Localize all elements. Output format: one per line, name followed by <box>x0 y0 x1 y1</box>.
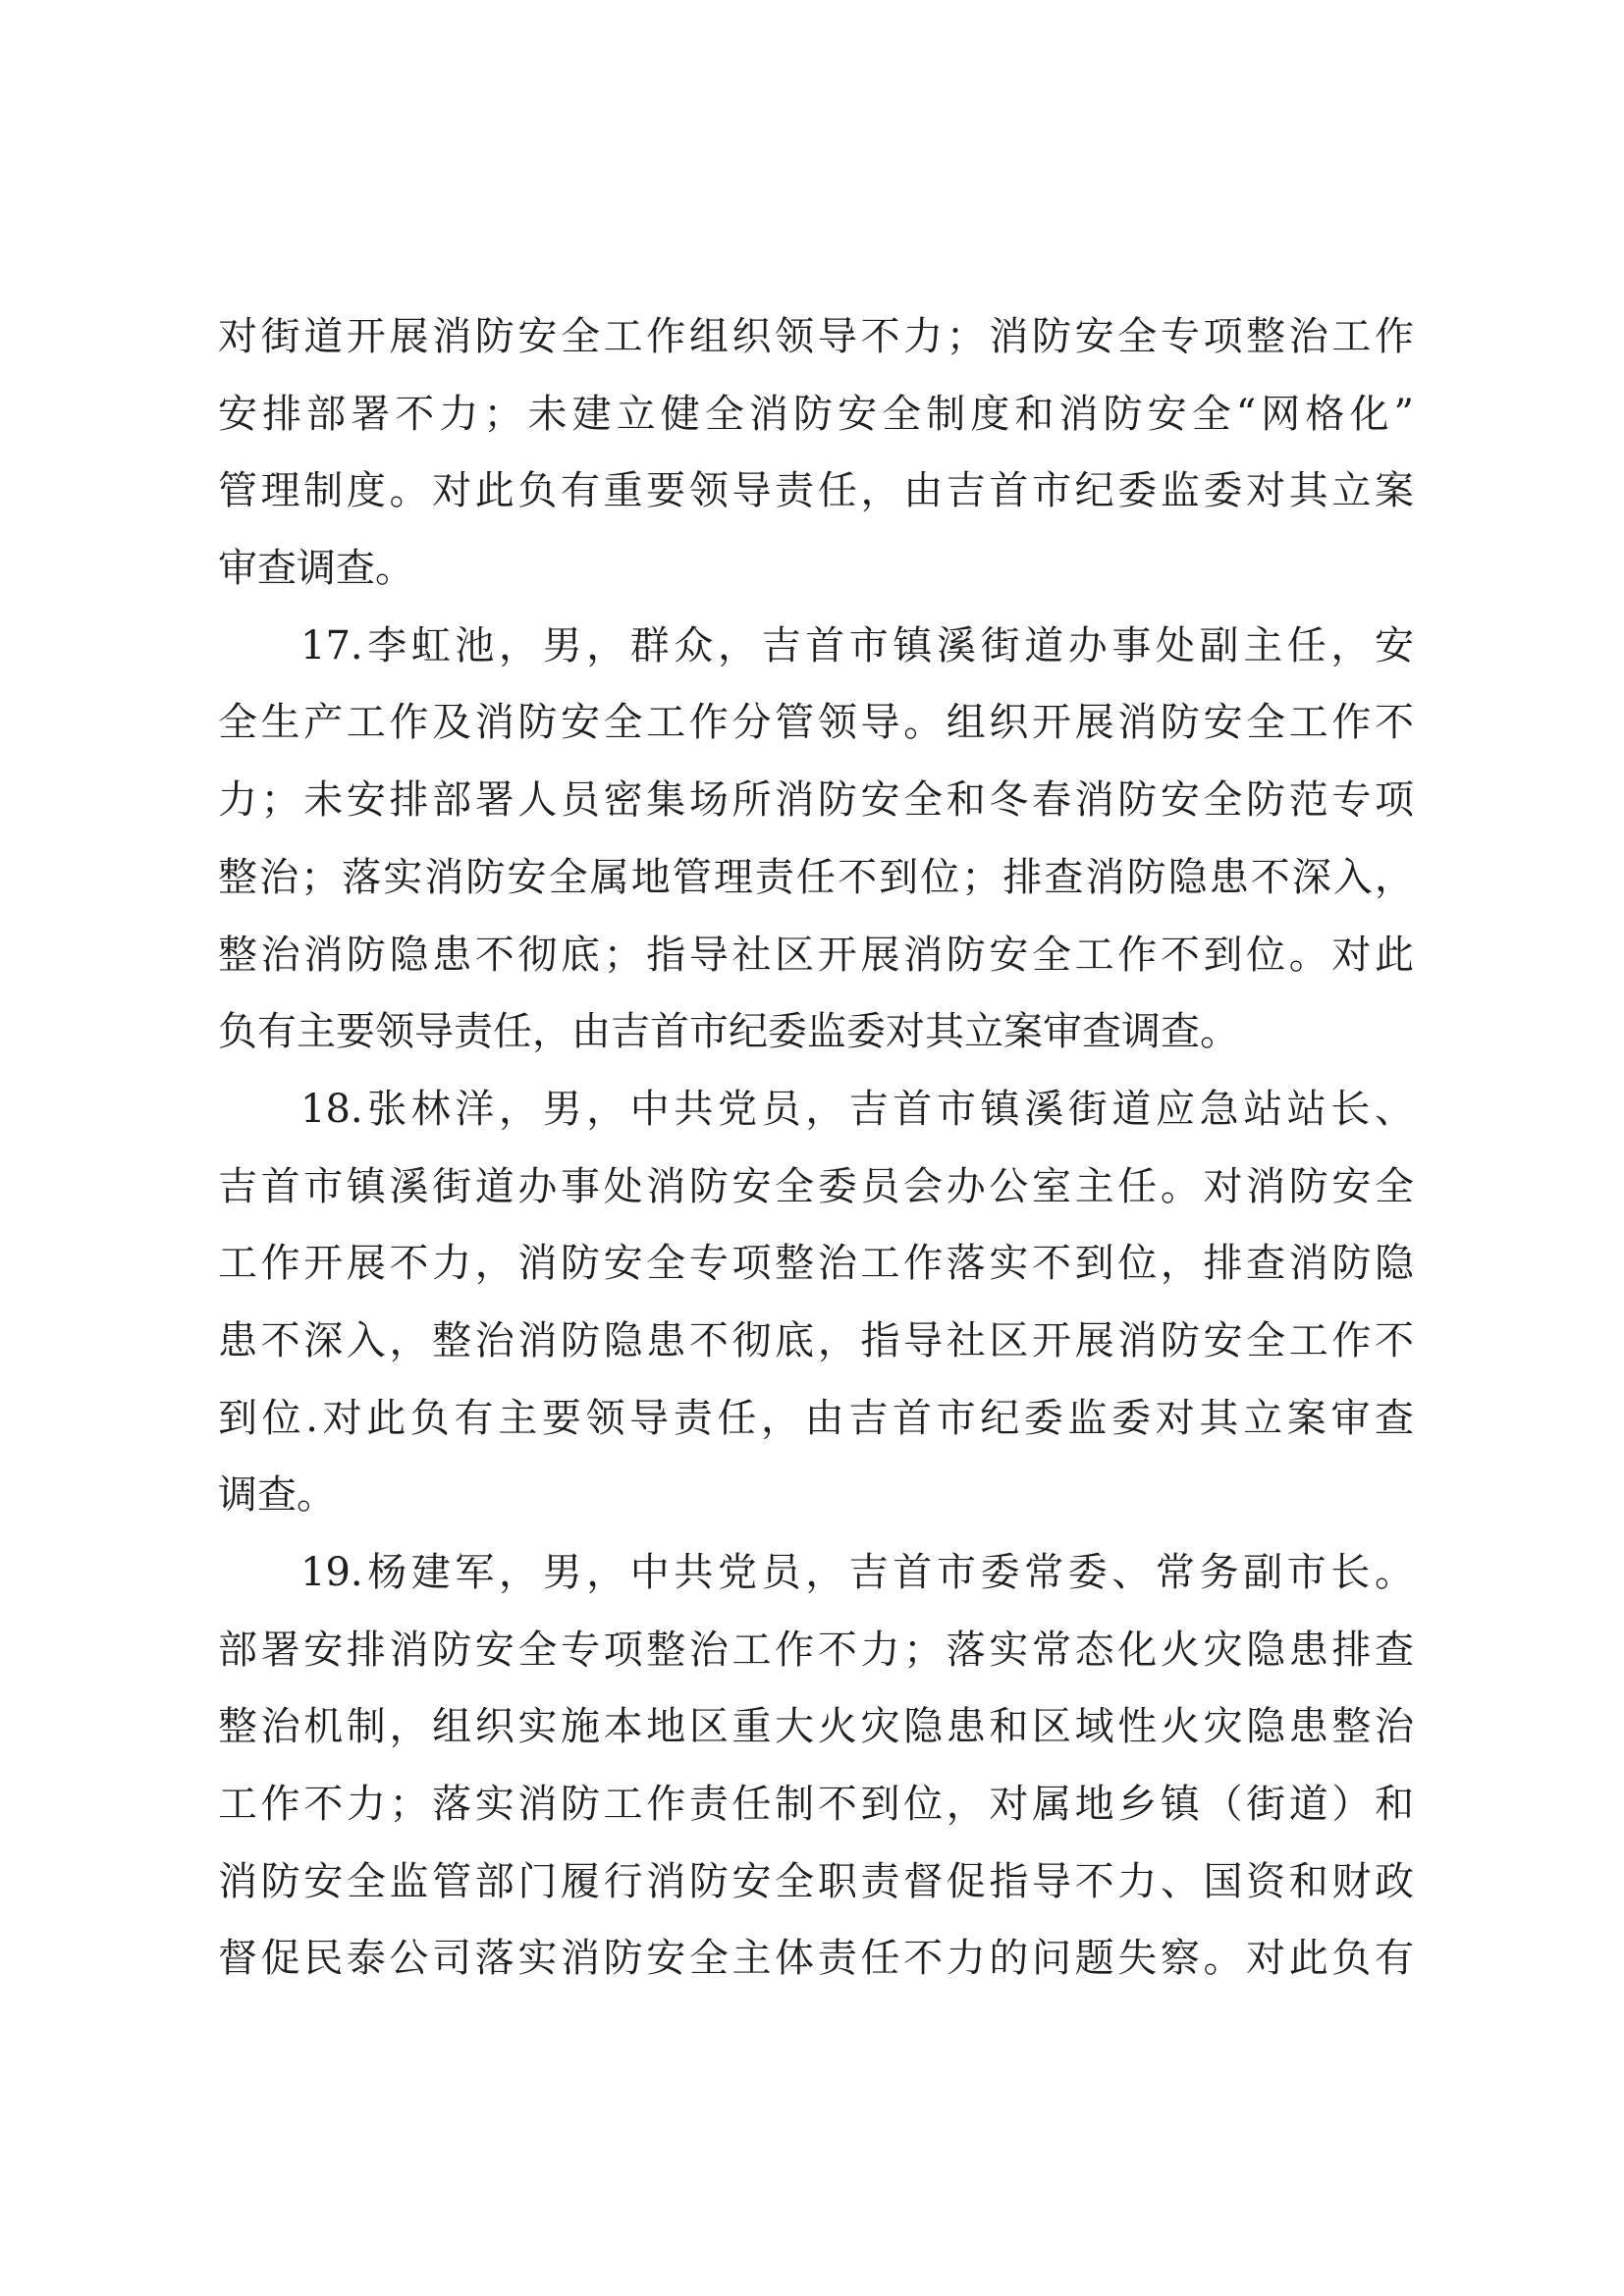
text-line: 消防安全监管部门履行消防安全职责督促指导不力、国资和财政 <box>218 1858 1414 1904</box>
text-line: 对街道开展消防安全工作组织领导不力；消防安全专项整治工作 <box>218 314 1414 359</box>
text-line: 力；未安排部署人员密集场所消防安全和冬春消防安全防范专项 <box>218 777 1414 824</box>
text-line: 到位.对此负有主要领导责任，由吉首市纪委监委对其立案审查 <box>218 1395 1414 1441</box>
text-line: 部署安排消防安全专项整治工作不力；落实常态化火灾隐患排查 <box>218 1627 1414 1673</box>
paragraph-17-start: 17.李虹池，男，群众，吉首市镇溪街道办事处副主任，安 <box>300 622 1414 668</box>
paragraph-18-start: 18.张林洋，男，中共党员，吉首市镇溪街道应急站站长、 <box>300 1086 1414 1132</box>
text-line: 负有主要领导责任，由吉首市纪委监委对其立案审查调查。 <box>218 1009 1239 1055</box>
text-line: 整治；落实消防安全属地管理责任不到位；排查消防隐患不深入， <box>218 854 1414 900</box>
text-line: 督促民泰公司落实消防安全主体责任不力的问题失察。对此负有 <box>218 1936 1414 1982</box>
paragraph-19-start: 19.杨建军，男，中共党员，吉首市委常委、常务副市长。 <box>300 1550 1414 1595</box>
text-line: 管理制度。对此负有重要领导责任，由吉首市纪委监委对其立案 <box>218 468 1414 514</box>
text-line: 整治消防隐患不彻底；指导社区开展消防安全工作不到位。对此 <box>218 932 1414 978</box>
text-line: 调查。 <box>218 1472 336 1519</box>
body-text <box>218 298 1414 1998</box>
text-line: 整治机制，组织实施本地区重大火灾隐患和区域性火灾隐患整治 <box>218 1704 1414 1750</box>
text-line: 安排部署不力；未建立健全消防安全制度和消防安全“网格化” <box>218 391 1414 437</box>
text-line: 审查调查。 <box>218 546 414 592</box>
text-line: 全生产工作及消防安全工作分管领导。组织开展消防安全工作不 <box>218 700 1414 746</box>
text-line: 患不深入，整治消防隐患不彻底，指导社区开展消防安全工作不 <box>218 1317 1414 1363</box>
text-line: 工作开展不力，消防安全专项整治工作落实不到位，排查消防隐 <box>218 1241 1414 1287</box>
text-line: 吉首市镇溪街道办事处消防安全委员会办公室主任。对消防安全 <box>218 1163 1414 1209</box>
text-line: 工作不力；落实消防工作责任制不到位，对属地乡镇（街道）和 <box>218 1782 1414 1828</box>
